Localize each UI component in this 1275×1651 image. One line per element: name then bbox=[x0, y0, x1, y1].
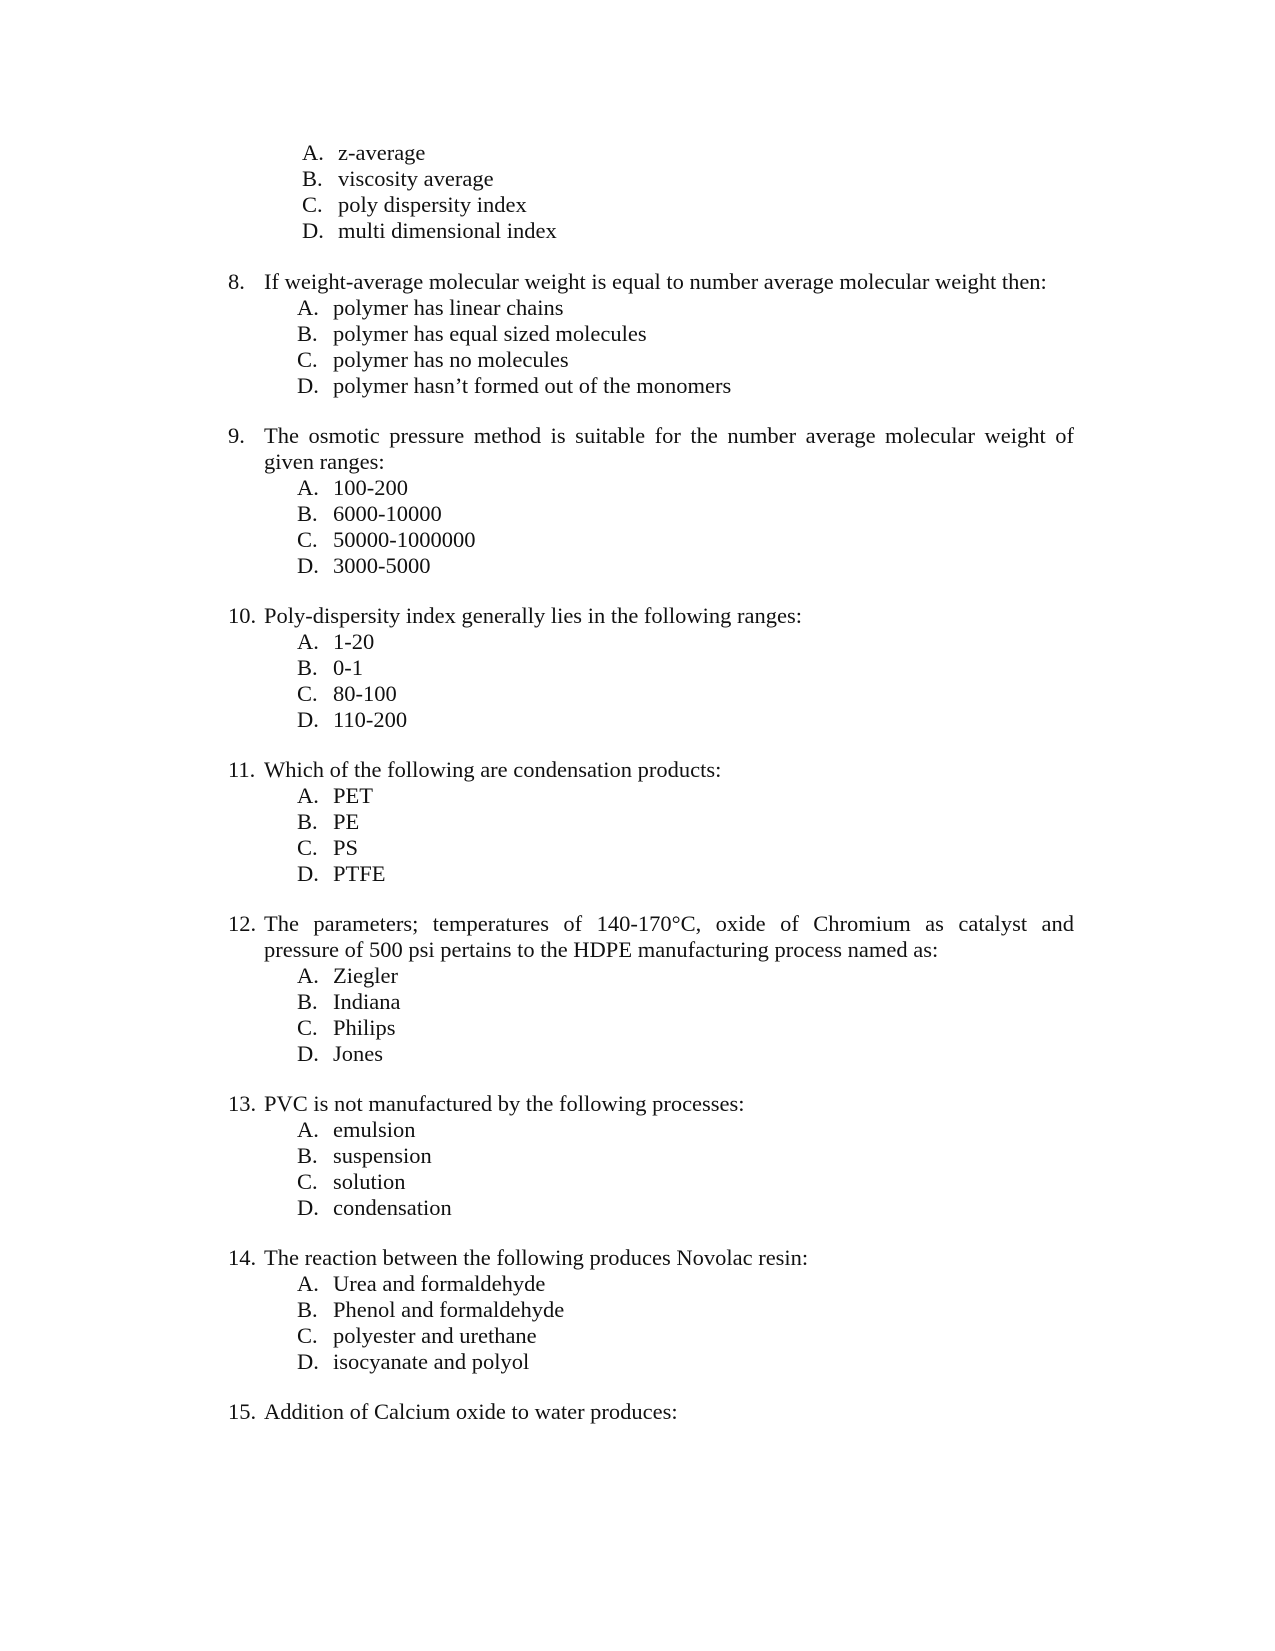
option-label: D. bbox=[297, 1195, 319, 1220]
option-label: D. bbox=[297, 1041, 319, 1066]
option-label: C. bbox=[297, 347, 318, 372]
option-label: C. bbox=[297, 1323, 318, 1348]
option-text: suspension bbox=[333, 1143, 432, 1168]
option-label: A. bbox=[297, 1271, 319, 1296]
question-number: 8. bbox=[228, 269, 245, 294]
option-text: PET bbox=[333, 783, 374, 808]
question-text: The osmotic pressure method is suitable for the number average molecular weight of bbox=[264, 423, 1074, 448]
question-text: The reaction between the following produces Novolac resin: bbox=[264, 1245, 809, 1270]
question-number: 11. bbox=[228, 757, 256, 782]
question-text: Which of the following are condensation products: bbox=[264, 757, 722, 782]
question-number: 14. bbox=[228, 1245, 257, 1270]
option-text: 0-1 bbox=[333, 655, 363, 680]
option-text: polymer has linear chains bbox=[333, 295, 564, 320]
option-text: PE bbox=[333, 809, 360, 834]
option-label: D. bbox=[302, 218, 324, 243]
question-text: Poly-dispersity index generally lies in the following ranges: bbox=[264, 603, 803, 628]
option-text: Urea and formaldehyde bbox=[333, 1271, 546, 1296]
question-text-continued: pressure of 500 psi pertains to the HDPE manufacturing process named as: bbox=[264, 937, 939, 962]
option-label: C. bbox=[297, 1015, 318, 1040]
option-text: 100-200 bbox=[333, 475, 408, 500]
question-number: 10. bbox=[228, 603, 257, 628]
option-label: B. bbox=[297, 989, 318, 1014]
option-label: A. bbox=[297, 1117, 319, 1142]
option-label: C. bbox=[297, 681, 318, 706]
option-text: condensation bbox=[333, 1195, 452, 1220]
option-text: multi dimensional index bbox=[338, 218, 557, 243]
option-label: B. bbox=[297, 501, 318, 526]
question-number: 9. bbox=[228, 423, 245, 448]
question-text: Addition of Calcium oxide to water produces: bbox=[264, 1399, 678, 1424]
option-label: C. bbox=[302, 192, 323, 217]
option-text: 3000-5000 bbox=[333, 553, 431, 578]
question-number: 12. bbox=[228, 911, 257, 936]
option-text: poly dispersity index bbox=[338, 192, 527, 217]
option-text: 80-100 bbox=[333, 681, 397, 706]
option-label: A. bbox=[297, 295, 319, 320]
option-label: A. bbox=[297, 783, 319, 808]
question-text: PVC is not manufactured by the following processes: bbox=[264, 1091, 745, 1116]
option-text: PS bbox=[333, 835, 359, 860]
option-label: D. bbox=[297, 1349, 319, 1374]
option-label: B. bbox=[297, 1143, 318, 1168]
option-label: B. bbox=[297, 1297, 318, 1322]
option-label: C. bbox=[297, 835, 318, 860]
option-text: solution bbox=[333, 1169, 406, 1194]
option-text: Ziegler bbox=[333, 963, 398, 988]
question-number: 15. bbox=[228, 1399, 257, 1424]
option-text: Jones bbox=[333, 1041, 383, 1066]
question-text: The parameters; temperatures of 140-170°C, oxide of Chromium as catalyst and bbox=[264, 911, 1074, 936]
option-text: 110-200 bbox=[333, 707, 408, 732]
option-label: B. bbox=[297, 655, 318, 680]
option-label: D. bbox=[297, 553, 319, 578]
option-label: C. bbox=[297, 527, 318, 552]
option-text: polymer has no molecules bbox=[333, 347, 569, 372]
option-text: emulsion bbox=[333, 1117, 416, 1142]
option-label: A. bbox=[302, 140, 324, 165]
option-text: Philips bbox=[333, 1015, 396, 1040]
option-text: z-average bbox=[338, 140, 426, 165]
question-text: If weight-average molecular weight is equal to number average molecular weight then: bbox=[264, 269, 1047, 294]
question-text-continued: given ranges: bbox=[264, 449, 385, 474]
option-text: polymer hasn’t formed out of the monomers bbox=[333, 373, 732, 398]
option-text: PTFE bbox=[333, 861, 386, 886]
option-text: polymer has equal sized molecules bbox=[333, 321, 647, 346]
option-label: C. bbox=[297, 1169, 318, 1194]
option-label: A. bbox=[297, 963, 319, 988]
option-label: A. bbox=[297, 629, 319, 654]
option-text: Indiana bbox=[333, 989, 401, 1014]
option-label: A. bbox=[297, 475, 319, 500]
option-text: 6000-10000 bbox=[333, 501, 442, 526]
option-text: isocyanate and polyol bbox=[333, 1349, 530, 1374]
question-number: 13. bbox=[228, 1091, 257, 1116]
option-text: 1-20 bbox=[333, 629, 375, 654]
option-text: 50000-1000000 bbox=[333, 527, 476, 552]
option-label: B. bbox=[302, 166, 323, 191]
option-text: polyester and urethane bbox=[333, 1323, 537, 1348]
option-label: B. bbox=[297, 809, 318, 834]
option-label: D. bbox=[297, 707, 319, 732]
option-text: Phenol and formaldehyde bbox=[333, 1297, 565, 1322]
option-text: viscosity average bbox=[338, 166, 494, 191]
option-label: B. bbox=[297, 321, 318, 346]
option-label: D. bbox=[297, 861, 319, 886]
option-label: D. bbox=[297, 373, 319, 398]
